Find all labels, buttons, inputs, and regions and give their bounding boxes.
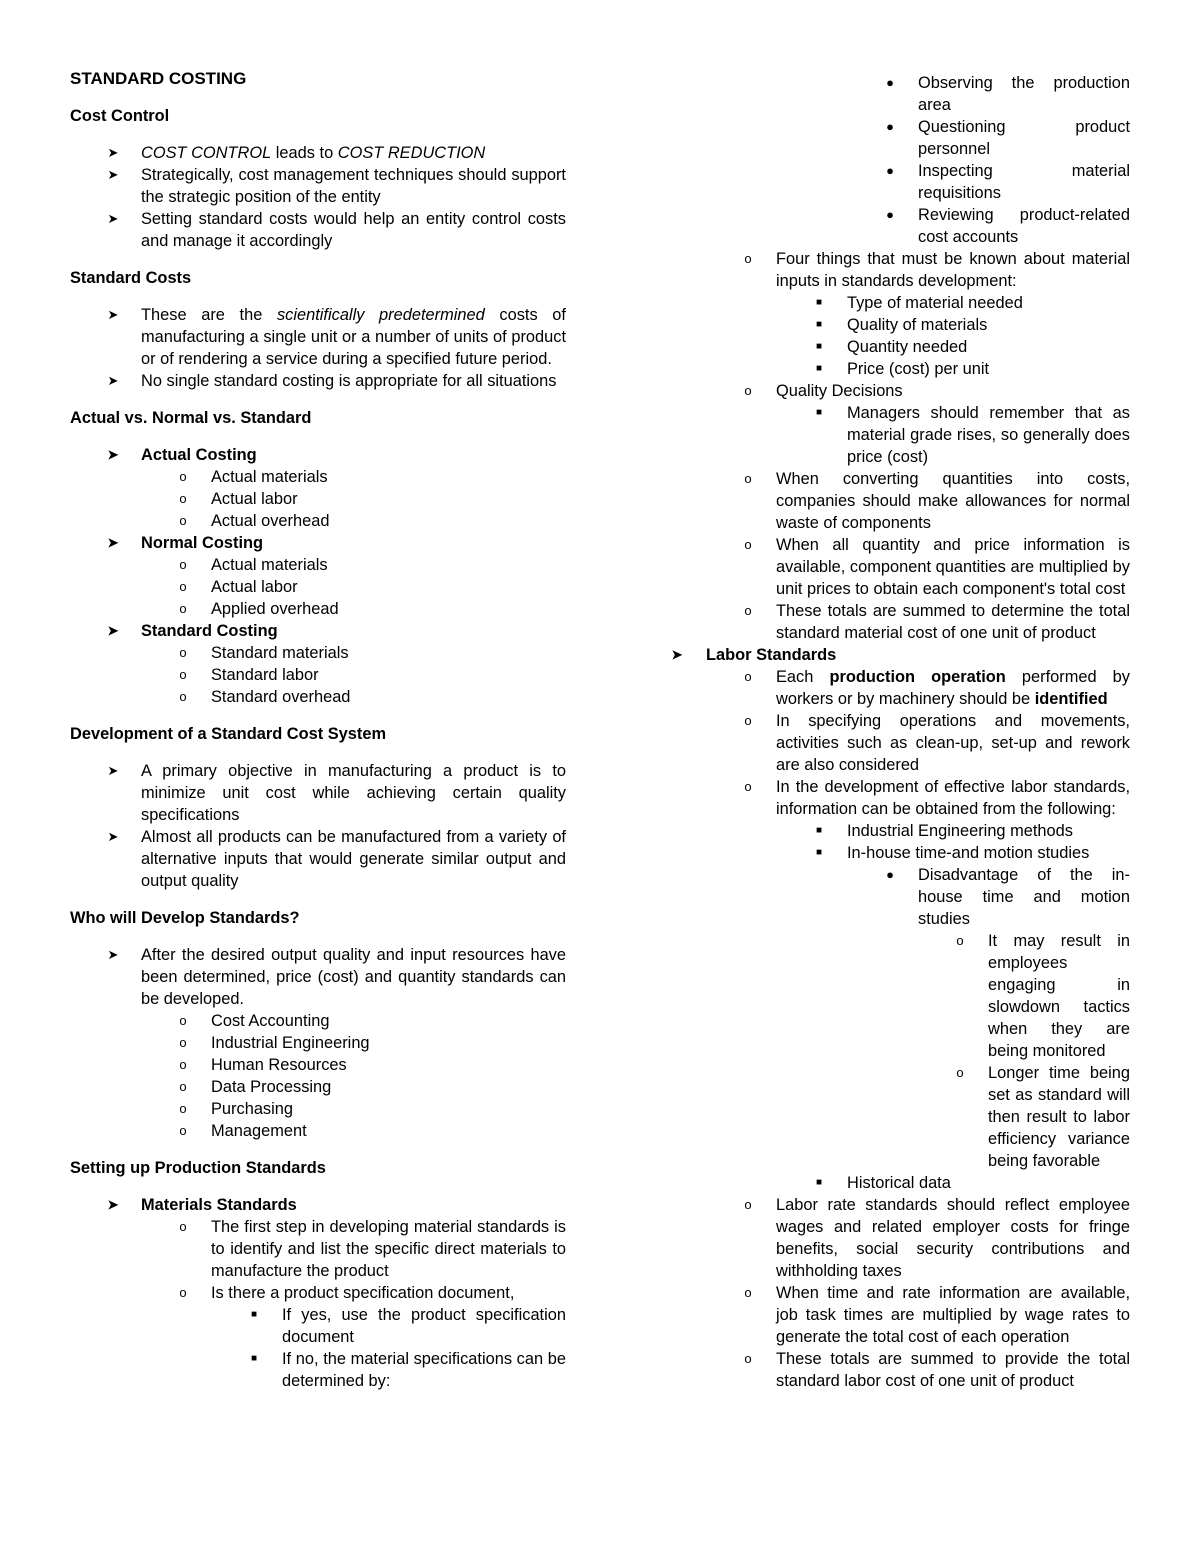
arrow-bullet-icon: ➤ xyxy=(107,211,119,226)
heading-development: Development of a Standard Cost System xyxy=(70,725,387,743)
document-title: STANDARD COSTING xyxy=(70,69,247,88)
circle-bullet-icon: o xyxy=(744,1285,752,1300)
square-bullet-icon: ■ xyxy=(815,297,823,308)
list-item: o These totals are summed to provide the total standard labor cost of one unit of product xyxy=(670,1348,1130,1392)
dot-bullet-icon: ● xyxy=(886,207,894,222)
square-bullet-icon: ■ xyxy=(815,319,823,330)
list-item: ■ Price (cost) per unit xyxy=(670,358,1130,380)
square-bullet-icon: ■ xyxy=(815,363,823,374)
circle-bullet-icon: o xyxy=(744,1197,752,1212)
list-who-develops xyxy=(70,944,566,1142)
list-item: o Actual materials xyxy=(70,466,566,488)
arrow-bullet-icon: ➤ xyxy=(107,145,119,160)
arrow-bullet-icon: ➤ xyxy=(107,447,119,462)
list-development xyxy=(70,760,566,892)
list-item: o Standard materials xyxy=(70,642,566,664)
circle-bullet-icon: o xyxy=(744,669,752,684)
arrow-bullet-icon: ➤ xyxy=(107,623,119,638)
list-item: ➤ A primary objective in manufacturing a product is to minimize unit cost while achieving certain quality specifications xyxy=(107,762,566,824)
square-bullet-icon: ■ xyxy=(250,1309,258,1320)
arrow-bullet-icon: ➤ xyxy=(107,763,119,778)
square-bullet-icon: ■ xyxy=(815,847,823,858)
list-item: o Purchasing xyxy=(70,1098,566,1120)
heading-actual-normal-standard: Actual vs. Normal vs. Standard xyxy=(70,409,312,427)
list-item: ● Disadvantage of the in-house time and motion studies xyxy=(670,864,1130,930)
circle-bullet-icon: o xyxy=(179,689,187,704)
circle-bullet-icon: o xyxy=(744,603,752,618)
arrow-bullet-icon: ➤ xyxy=(107,535,119,550)
list-item: ■ Type of material needed xyxy=(670,292,1130,314)
circle-bullet-icon: o xyxy=(179,601,187,616)
circle-bullet-icon: o xyxy=(744,251,752,266)
list-item: o In specifying operations and movements, activities such as clean-up, set-up and rework are also considered xyxy=(670,710,1130,776)
list-costing-types xyxy=(70,444,566,708)
list-item: ➤ After the desired output quality and input resources have been determined, price (cost) and quantity standards can be developed. xyxy=(107,946,566,1008)
list-item: ■ Historical data xyxy=(670,1172,1130,1194)
dot-bullet-icon: ● xyxy=(886,867,894,882)
heading-production-standards: Setting up Production Standards xyxy=(70,1159,326,1177)
arrow-bullet-icon: ➤ xyxy=(107,373,119,388)
list-item: o Labor rate standards should reflect employee wages and related employer costs for fringe benefits, social security contributions and withholding taxes xyxy=(670,1194,1130,1282)
arrow-bullet-icon: ➤ xyxy=(107,1197,119,1212)
circle-bullet-icon: o xyxy=(179,1079,187,1094)
list-item: o Actual labor xyxy=(70,576,566,598)
list-item: o The first step in developing material standards is to identify and list the specific direct materials to manufacture the product xyxy=(70,1216,566,1282)
list-item: ● Inspecting material requisitions xyxy=(670,160,1130,204)
square-bullet-icon: ■ xyxy=(815,341,823,352)
circle-bullet-icon: o xyxy=(179,469,187,484)
circle-bullet-icon: o xyxy=(744,713,752,728)
circle-bullet-icon: o xyxy=(179,1013,187,1028)
list-item: o When all quantity and price information is available, component quantities are multiplied by unit prices to obtain each component's total cost xyxy=(670,534,1130,600)
square-bullet-icon: ■ xyxy=(815,407,823,418)
circle-bullet-icon: o xyxy=(744,383,752,398)
heading-who-develops: Who will Develop Standards? xyxy=(70,909,300,927)
circle-bullet-icon: o xyxy=(179,557,187,572)
arrow-bullet-icon: ➤ xyxy=(107,829,119,844)
list-item: o Industrial Engineering xyxy=(70,1032,566,1054)
square-bullet-icon: ■ xyxy=(250,1353,258,1364)
heading-standard-costs: Standard Costs xyxy=(70,269,192,287)
list-item: ➤ Setting standard costs would help an entity control costs and manage it accordingly xyxy=(107,210,566,250)
list-item: o Standard overhead xyxy=(70,686,566,708)
circle-bullet-icon: o xyxy=(179,1219,187,1234)
list-item: o It may result in employees engaging in slowdown tactics when they are being monitored xyxy=(670,930,1130,1062)
dot-bullet-icon: ● xyxy=(886,75,894,90)
right-column xyxy=(670,72,1130,1392)
list-item: ● Observing the production area xyxy=(670,72,1130,116)
circle-bullet-icon: o xyxy=(956,1065,964,1080)
arrow-bullet-icon: ➤ xyxy=(107,947,119,962)
list-item: o When time and rate information are available, job task times are multiplied by wage rates to generate the total cost of each operation xyxy=(670,1282,1130,1348)
list-item: ➤ Almost all products can be manufactured from a variety of alternative inputs that would generate similar output and output quality xyxy=(107,828,566,890)
list-item: ➤ Strategically, cost management techniques should support the strategic position of the entity xyxy=(107,166,566,206)
circle-bullet-icon: o xyxy=(956,933,964,948)
list-item: o Cost Accounting xyxy=(70,1010,566,1032)
list-item: ➤ No single standard costing is appropriate for all situations xyxy=(107,372,557,390)
list-item: ➤ Labor Standards xyxy=(671,646,837,664)
list-item: ➤ These are the scientifically predetermined costs of manufacturing a single unit or a number of units of product or of rendering a service during a specified future period. xyxy=(107,306,566,368)
list-item: ➤ Standard Costing xyxy=(107,622,278,640)
arrow-bullet-icon: ➤ xyxy=(107,307,119,322)
circle-bullet-icon: o xyxy=(179,1057,187,1072)
list-item: o These totals are summed to determine the total standard material cost of one unit of product xyxy=(670,600,1130,644)
arrow-bullet-icon: ➤ xyxy=(671,647,683,662)
circle-bullet-icon: o xyxy=(179,1123,187,1138)
list-item: ■ Quantity needed xyxy=(670,336,1130,358)
heading-cost-control: Cost Control xyxy=(70,107,170,125)
list-item: o Four things that must be known about material inputs in standards development: xyxy=(670,248,1130,292)
list-item: ➤ COST CONTROL leads to COST REDUCTION xyxy=(107,144,486,162)
list-item: ■ Managers should remember that as material grade rises, so generally does price (cost) xyxy=(670,402,1130,468)
dot-bullet-icon: ● xyxy=(886,119,894,134)
circle-bullet-icon: o xyxy=(179,1035,187,1050)
circle-bullet-icon: o xyxy=(744,1351,752,1366)
dot-bullet-icon: ● xyxy=(886,163,894,178)
list-item: ■ Industrial Engineering methods xyxy=(670,820,1130,842)
circle-bullet-icon: o xyxy=(744,537,752,552)
circle-bullet-icon: o xyxy=(179,491,187,506)
list-item: ● Reviewing product-related cost accounts xyxy=(670,204,1130,248)
left-column xyxy=(70,68,566,1392)
square-bullet-icon: ■ xyxy=(815,825,823,836)
list-item: ➤ Actual Costing xyxy=(107,446,257,464)
list-standard-costs xyxy=(70,304,566,392)
list-item: ■ If yes, use the product specification document xyxy=(70,1304,566,1348)
list-cost-control xyxy=(70,142,566,252)
list-item: o Applied overhead xyxy=(70,598,566,620)
circle-bullet-icon: o xyxy=(179,1285,187,1300)
arrow-bullet-icon: ➤ xyxy=(107,167,119,182)
circle-bullet-icon: o xyxy=(179,513,187,528)
list-item: o Management xyxy=(70,1120,566,1142)
list-item: o In the development of effective labor standards, information can be obtained from the following: xyxy=(670,776,1130,820)
square-bullet-icon: ■ xyxy=(815,1177,823,1188)
list-item: o When converting quantities into costs, companies should make allowances for normal waste of components xyxy=(670,468,1130,534)
list-production-standards xyxy=(70,1194,566,1392)
list-item: o Longer time being set as standard will then result to labor efficiency variance being favorable xyxy=(670,1062,1130,1172)
circle-bullet-icon: o xyxy=(179,1101,187,1116)
circle-bullet-icon: o xyxy=(179,579,187,594)
circle-bullet-icon: o xyxy=(179,667,187,682)
list-item: o Human Resources xyxy=(70,1054,566,1076)
list-item: o Data Processing xyxy=(70,1076,566,1098)
list-item: ➤ Materials Standards xyxy=(107,1196,297,1214)
circle-bullet-icon: o xyxy=(744,471,752,486)
list-item: o Quality Decisions xyxy=(670,380,1130,402)
list-item: ■ If no, the material specifications can be determined by: xyxy=(70,1348,566,1392)
list-item: o Actual labor xyxy=(70,488,566,510)
list-item: ■ In-house time-and motion studies xyxy=(670,842,1130,864)
list-item: ● Questioning product personnel xyxy=(670,116,1130,160)
list-item: o Actual overhead xyxy=(70,510,566,532)
list-item: o Standard labor xyxy=(70,664,566,686)
list-item: o Actual materials xyxy=(70,554,566,576)
list-production-standards-continued xyxy=(670,72,1130,1392)
list-item: o Each production operation performed by workers or by machinery should be identified xyxy=(670,666,1130,710)
circle-bullet-icon: o xyxy=(179,645,187,660)
circle-bullet-icon: o xyxy=(744,779,752,794)
list-item: o Is there a product specification document, xyxy=(70,1282,566,1304)
list-item: ■ Quality of materials xyxy=(670,314,1130,336)
list-item: ➤ Normal Costing xyxy=(107,534,264,552)
